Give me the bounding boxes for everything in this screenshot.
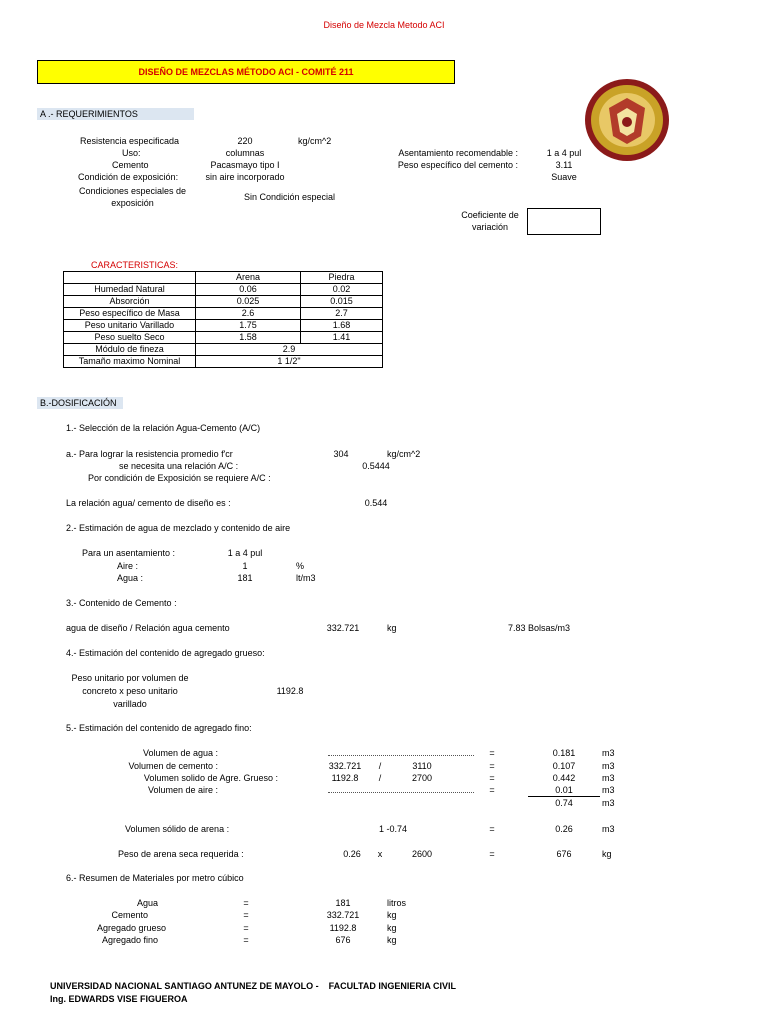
section-b-bar xyxy=(37,397,123,409)
table-cell: 1.41 xyxy=(301,332,383,344)
s5-row-eq: = xyxy=(489,773,495,783)
s5-title: 5.- Estimación del contenido de agregado fino: xyxy=(66,723,252,733)
resistencia-value: 220 xyxy=(237,136,253,146)
table-cell: 0.025 xyxy=(196,296,301,308)
especiales-label-1: Condiciones especiales de xyxy=(78,186,187,196)
s1-a-unit: kg/cm^2 xyxy=(387,449,421,459)
document-title: DISEÑO DE MEZCLAS MÉTODO ACI - COMITÉ 211 xyxy=(138,67,354,77)
s1-expo-label: Por condición de Exposición se requiere A/C : xyxy=(88,473,271,483)
s5-row-result: 0.181 xyxy=(552,748,576,758)
coef-label-2: variación xyxy=(471,222,509,232)
s2-asent-value: 1 a 4 pul xyxy=(227,548,263,558)
table-cell: Peso específico de Masa xyxy=(64,308,196,320)
asentamiento-label: Asentamiento recomendable : xyxy=(398,148,518,158)
s6-row-value: 1192.8 xyxy=(329,923,357,933)
s5-row-result: 0.107 xyxy=(552,761,576,771)
table-header-row xyxy=(64,272,383,284)
s4-label-1: Peso unitario por volumen de xyxy=(71,673,189,683)
coef-label-1: Coeficiente de xyxy=(461,210,519,220)
s5-row-eq: = xyxy=(489,761,495,771)
s5-row-label: Volumen solido de Agre. Grueso : xyxy=(143,773,278,783)
s3-value: 332.721 xyxy=(326,623,360,633)
table-cell: 2.9 xyxy=(196,344,383,356)
table-cell: 2.6 xyxy=(196,308,301,320)
s5-row-label: Volumen de cemento : xyxy=(128,761,218,771)
s5-peso-unit: kg xyxy=(602,849,612,859)
s5-row-b: 3110 xyxy=(412,761,432,771)
s6-row-label: Agua xyxy=(136,898,158,908)
table-row xyxy=(64,356,383,368)
s6-row-unit: kg xyxy=(387,923,397,933)
footer-line-1: UNIVERSIDAD NACIONAL SANTIAGO ANTUNEZ DE MAYOLO - FACULTAD INGENIERIA CIVIL xyxy=(50,981,457,991)
peso-cemento-value: 3.11 xyxy=(555,160,573,170)
coef-input-box[interactable] xyxy=(527,208,601,235)
s5-row-result: 0.01 xyxy=(555,785,573,795)
suave-value: Suave xyxy=(551,172,577,182)
s5-dotted-line xyxy=(328,792,474,793)
s5-row-eq: = xyxy=(489,748,495,758)
s6-row-value: 676 xyxy=(335,935,351,945)
s2-agua-value: 181 xyxy=(237,573,253,583)
s5-row-label: Volumen de agua : xyxy=(142,748,218,758)
s3-bolsas: 7.83 Bolsas/m3 xyxy=(508,623,571,633)
table-cell: Absorción xyxy=(64,296,196,308)
s5-peso-label: Peso de arena seca requerida : xyxy=(118,849,244,859)
s5-row-a: 1192.8 xyxy=(331,773,359,783)
table-cell: 1 1/2" xyxy=(196,356,383,368)
exposicion-label: Condición de exposición: xyxy=(78,172,179,182)
s5-row-unit: m3 xyxy=(602,773,615,783)
exposicion-value: sin aire incorporado xyxy=(205,172,285,182)
s5-row-op: / xyxy=(378,773,382,783)
s6-row-label: Agregado fino xyxy=(101,935,158,945)
s1-diseno-label: La relación agua/ cemento de diseño es : xyxy=(66,498,231,508)
s5-row-unit: m3 xyxy=(602,785,615,795)
s6-row-value: 181 xyxy=(335,898,351,908)
table-row xyxy=(64,344,383,356)
table-cell: 1.58 xyxy=(196,332,301,344)
s5-row-label: Volumen de aire : xyxy=(147,785,218,795)
s2-aire-unit: % xyxy=(296,561,305,571)
s5-arena-value: 0.26 xyxy=(555,824,573,834)
s5-peso-b: 2600 xyxy=(411,849,433,859)
s2-aire-label: Aire : xyxy=(117,561,139,571)
table-cell: 1.68 xyxy=(301,320,383,332)
s5-arena-label: Volumen sólido de arena : xyxy=(125,824,230,834)
table-header-cell: Piedra xyxy=(301,272,383,284)
uso-label: Uso: xyxy=(122,148,141,158)
s1-ac-value: 0.5444 xyxy=(362,461,390,471)
s6-row-unit: litros xyxy=(387,898,407,908)
especiales-value: Sin Condición especial xyxy=(244,192,336,202)
s2-asent-label: Para un asentamiento : xyxy=(82,548,176,558)
s5-total-unit: m3 xyxy=(602,798,615,808)
table-cell: Módulo de fineza xyxy=(64,344,196,356)
s5-peso-op: x xyxy=(377,849,383,859)
s5-arena-expr: 1 -0.74 xyxy=(378,824,408,834)
s6-title: 6.- Resumen de Materiales por metro cúbico xyxy=(66,873,244,883)
s5-row-op: / xyxy=(378,761,382,771)
s2-title: 2.- Estimación de agua de mezclado y contenido de aire xyxy=(66,523,291,533)
s6-row-eq: = xyxy=(243,935,249,945)
s6-row-label: Cemento xyxy=(111,910,148,920)
table-row xyxy=(64,296,383,308)
s3-title: 3.- Contenido de Cemento : xyxy=(66,598,177,608)
caracteristicas-table xyxy=(63,271,383,368)
s5-row-unit: m3 xyxy=(602,748,615,758)
s4-label-2: concreto x peso unitario xyxy=(82,686,178,696)
cemento-value: Pacasmayo tipo I xyxy=(210,160,280,170)
s5-dotted-line xyxy=(328,755,474,756)
s5-peso-value: 676 xyxy=(556,849,572,859)
peso-cemento-label: Peso específico del cemento : xyxy=(397,160,518,170)
asentamiento-value: 1 a 4 pul xyxy=(546,148,582,158)
s5-sum-line xyxy=(528,796,600,797)
table-row xyxy=(64,308,383,320)
s1-a-value: 304 xyxy=(333,449,349,459)
s5-row-unit: m3 xyxy=(602,761,615,771)
s5-peso-eq: = xyxy=(489,849,495,859)
s6-row-eq: = xyxy=(243,898,249,908)
table-cell: 0.06 xyxy=(196,284,301,296)
table-cell: Peso unitario Varillado xyxy=(64,320,196,332)
s1-title: 1.- Selección de la relación Agua-Cemento (A/C) xyxy=(66,423,261,433)
s1-diseno-value: 0.544 xyxy=(364,498,388,508)
table-cell: Humedad Natural xyxy=(64,284,196,296)
title-box xyxy=(37,60,455,84)
cemento-label: Cemento xyxy=(112,160,149,170)
s5-row-eq: = xyxy=(489,785,495,795)
s5-arena-eq: = xyxy=(489,824,495,834)
s2-agua-label: Agua : xyxy=(117,573,144,583)
table-header-cell xyxy=(64,272,196,284)
s3-label: agua de diseño / Relación agua cemento xyxy=(66,623,230,633)
footer-line-2: Ing. EDWARDS VISE FIGUEROA xyxy=(50,994,188,1004)
s5-row-a: 332.721 xyxy=(328,761,362,771)
resistencia-label: Resistencia especificada xyxy=(80,136,180,146)
s2-agua-unit: lt/m3 xyxy=(296,573,316,583)
uso-value: columnas xyxy=(225,148,265,158)
table-cell: 2.7 xyxy=(301,308,383,320)
s6-row-value: 332.721 xyxy=(326,910,360,920)
s1-a-label: a.- Para lograr la resistencia promedio f'cr xyxy=(66,449,233,459)
especiales-label-2: exposición xyxy=(111,198,154,208)
s3-unit: kg xyxy=(387,623,397,633)
s5-peso-a: 0.26 xyxy=(343,849,361,859)
page-header: Diseño de Mezcla Metodo ACI xyxy=(323,20,445,30)
table-row xyxy=(64,284,383,296)
s4-value: 1192.8 xyxy=(276,686,304,696)
caracteristicas-title: CARACTERISTICAS: xyxy=(91,260,179,270)
table-row xyxy=(64,320,383,332)
s1-ac-label: se necesita una relación A/C : xyxy=(119,461,239,471)
s6-row-eq: = xyxy=(243,923,249,933)
section-a-bar xyxy=(37,108,194,120)
table-row xyxy=(64,332,383,344)
s5-total: 0.74 xyxy=(555,798,573,808)
s6-row-unit: kg xyxy=(387,935,397,945)
s5-arena-unit: m3 xyxy=(602,824,615,834)
s2-aire-value: 1 xyxy=(242,561,248,571)
section-a-title: A .- REQUERIMIENTOS xyxy=(40,109,138,119)
resistencia-unit: kg/cm^2 xyxy=(298,136,332,146)
s4-title: 4.- Estimación del contenido de agregado grueso: xyxy=(66,648,265,658)
s6-row-eq: = xyxy=(243,910,249,920)
s5-row-b: 2700 xyxy=(411,773,433,783)
s6-row-label: Agregado grueso xyxy=(96,923,166,933)
s6-row-unit: kg xyxy=(387,910,397,920)
table-header-cell: Arena xyxy=(196,272,301,284)
section-b-title: B.-DOSIFICACIÓN xyxy=(40,398,117,408)
s4-label-3: varillado xyxy=(113,699,147,709)
table-cell: Peso suelto Seco xyxy=(64,332,196,344)
s5-row-result: 0.442 xyxy=(552,773,576,783)
table-cell: 1.75 xyxy=(196,320,301,332)
table-cell: 0.015 xyxy=(301,296,383,308)
table-cell: 0.02 xyxy=(301,284,383,296)
table-cell: Tamaño maximo Nominal xyxy=(64,356,196,368)
